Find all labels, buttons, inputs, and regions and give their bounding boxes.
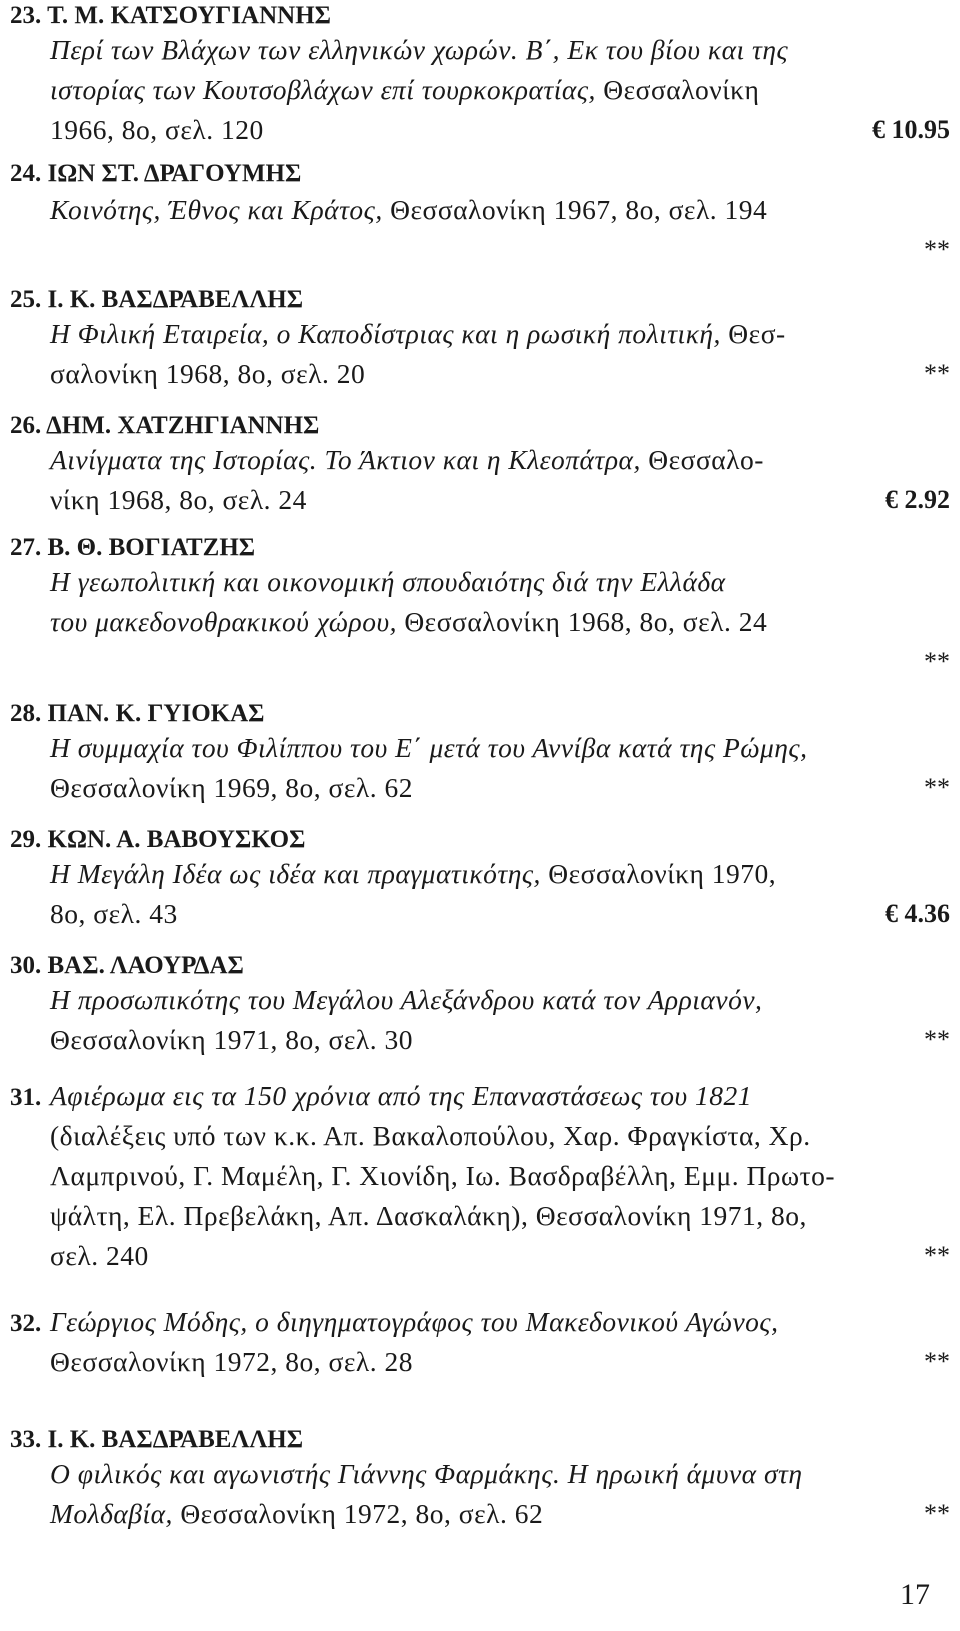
entry-number: 31. (10, 1084, 42, 1111)
entry-details: σελ. 240 (50, 1240, 149, 1271)
entry-body (50, 854, 955, 934)
entry-details: σαλονίκη 1968, 8ο, σελ. 20 (50, 358, 366, 389)
availability-marker: ** (924, 773, 950, 802)
entry-author: Ι. Κ. ΒΑΣΔΡΑΒΕΛΛΗΣ (47, 286, 304, 313)
entry-body (50, 562, 955, 682)
entry-details: 8ο, σελ. 43 (50, 898, 178, 929)
entry-title: Η Φιλική Εταιρεία, ο Καποδίστριας και η ρωσική πολιτική, (50, 318, 721, 349)
entry-heading (10, 412, 319, 440)
entry-details: Θεσσαλονίκη 1969, 8ο, σελ. 62 (50, 772, 413, 803)
entry-details: ψάλτη, Ελ. Πρεβελάκη, Απ. Δασκαλάκη), Θεσσαλονίκη 1971, 8ο, (50, 1200, 807, 1231)
entry-author: ΠΑΝ. Κ. ΓΥΙΟΚΑΣ (47, 700, 265, 727)
entry-number: 28. (10, 700, 42, 727)
entry-body (50, 980, 955, 1060)
entry-author: ΒΑΣ. ΛΑΟΥΡΔΑΣ (47, 952, 244, 979)
entry-heading (10, 2, 331, 30)
price-label: € 10.95 (872, 115, 950, 144)
entry-heading (10, 160, 301, 188)
availability-marker: ** (924, 1241, 950, 1270)
entry-title: ιστορίας των Κουτσοβλάχων επί τουρκοκρατίας, (50, 74, 596, 105)
entry-body (50, 440, 955, 520)
entry-details: Θεσ- (720, 318, 786, 349)
entry-number: 23. (10, 2, 42, 29)
page-number: 17 (900, 1578, 930, 1611)
entry-details: Θεσσαλονίκη (595, 74, 760, 105)
availability-marker: ** (924, 647, 950, 676)
entry-body (50, 1454, 955, 1534)
entry-number: 25. (10, 286, 42, 313)
entry-details: Θεσσαλονίκη 1971, 8ο, σελ. 30 (50, 1024, 413, 1055)
price-label: € 4.36 (885, 899, 950, 928)
availability-marker: ** (924, 359, 950, 388)
entry-body (50, 30, 955, 150)
entry-number: 24. (10, 160, 42, 187)
entry-heading (10, 826, 305, 854)
entry-number: 29. (10, 826, 42, 853)
entry-body (50, 190, 955, 270)
entry-number: 30. (10, 952, 42, 979)
price-label: € 2.92 (885, 485, 950, 514)
entry-author: Τ. Μ. ΚΑΤΣΟΥΓΙΑΝΝΗΣ (47, 2, 332, 29)
entry-details: Θεσσαλονίκη 1970, (540, 858, 777, 889)
entry-title: Η προσωπικότης του Μεγάλου Αλεξάνδρου κατά τον Αρριανόν, (50, 984, 763, 1015)
entry-details: Θεσσαλο- (640, 444, 764, 475)
entry-details: Θεσσαλονίκη 1972, 8ο, σελ. 62 (172, 1498, 544, 1529)
entry-title: Περί των Βλάχων των ελληνικών χωρών. Β΄, Εκ του βίου και της (50, 34, 789, 65)
entry-body (50, 728, 955, 808)
entry-title: του μακεδονοθρακικού χώρου, (50, 606, 397, 637)
availability-marker: ** (924, 1499, 950, 1528)
entry-title: Μολδαβία, (50, 1498, 173, 1529)
entry-heading (10, 1426, 303, 1454)
entry-details: Θεσσαλονίκη 1967, 8ο, σελ. 194 (382, 194, 768, 225)
entry-details: Θεσσαλονίκη 1968, 8ο, σελ. 24 (396, 606, 768, 637)
entry-number: 33. (10, 1426, 42, 1453)
entry-author: ΔΗΜ. ΧΑΤΖΗΓΙΑΝΝΗΣ (46, 412, 320, 439)
entry-number: 26. (10, 412, 42, 439)
entry-title: Η Μεγάλη Ιδέα ως ιδέα και πραγματικότης, (50, 858, 541, 889)
availability-marker: ** (924, 1025, 950, 1054)
entry-title: Ο φιλικός και αγωνιστής Γιάννης Φαρμάκης. Η ηρωική άμυνα στη (50, 1458, 803, 1489)
entry-heading (10, 952, 244, 980)
entry-number: 27. (10, 534, 42, 561)
entry-author: Ι. Κ. ΒΑΣΔΡΑΒΕΛΛΗΣ (47, 1426, 304, 1453)
entry-body (50, 314, 955, 394)
entry-details: Θεσσαλονίκη 1972, 8ο, σελ. 28 (50, 1346, 413, 1377)
entry-author: Β. Θ. ΒΟΓΙΑΤΖΗΣ (47, 534, 256, 561)
entry-title: Αφιέρωμα εις τα 150 χρόνια από της Επαναστάσεως του 1821 (50, 1080, 752, 1111)
availability-marker: ** (924, 235, 950, 264)
entry-heading (10, 534, 255, 562)
entry-heading (10, 700, 264, 728)
availability-marker: ** (924, 1347, 950, 1376)
entry-details: νίκη 1968, 8ο, σελ. 24 (50, 484, 307, 515)
entry-title: Η γεωπολιτική και οικονομική σπουδαιότης διά την Ελλάδα (50, 566, 726, 597)
entry-details: Λαμπρινού, Γ. Μαμέλη, Γ. Χιονίδη, Ιω. Βασδραβέλλη, Εμμ. Πρωτο- (50, 1160, 836, 1191)
entry-details: 1966, 8ο, σελ. 120 (50, 114, 264, 145)
entry-title: Κοινότης, Έθνος και Κράτος, (50, 194, 383, 225)
entry-author: ΙΩΝ ΣΤ. ΔΡΑΓΟΥΜΗΣ (47, 160, 302, 187)
entry-body (50, 1076, 955, 1276)
entry-title: Αινίγματα της Ιστορίας. Το Άκτιον και η Κλεοπάτρα, (50, 444, 641, 475)
entry-author: ΚΩΝ. Α. ΒΑΒΟΥΣΚΟΣ (47, 826, 306, 853)
entry-number: 32. (10, 1310, 42, 1337)
entry-body (50, 1302, 955, 1382)
entry-title: Γεώργιος Μόδης, ο διηγηματογράφος του Μακεδονικού Αγώνος, (50, 1306, 779, 1337)
entry-details: (διαλέξεις υπό των κ.κ. Απ. Βακαλοπούλου, Χαρ. Φραγκίστα, Χρ. (50, 1120, 811, 1151)
entry-title: Η συμμαχία του Φιλίππου του Ε΄ μετά του Αννίβα κατά της Ρώμης, (50, 732, 808, 763)
entry-heading (10, 286, 303, 314)
